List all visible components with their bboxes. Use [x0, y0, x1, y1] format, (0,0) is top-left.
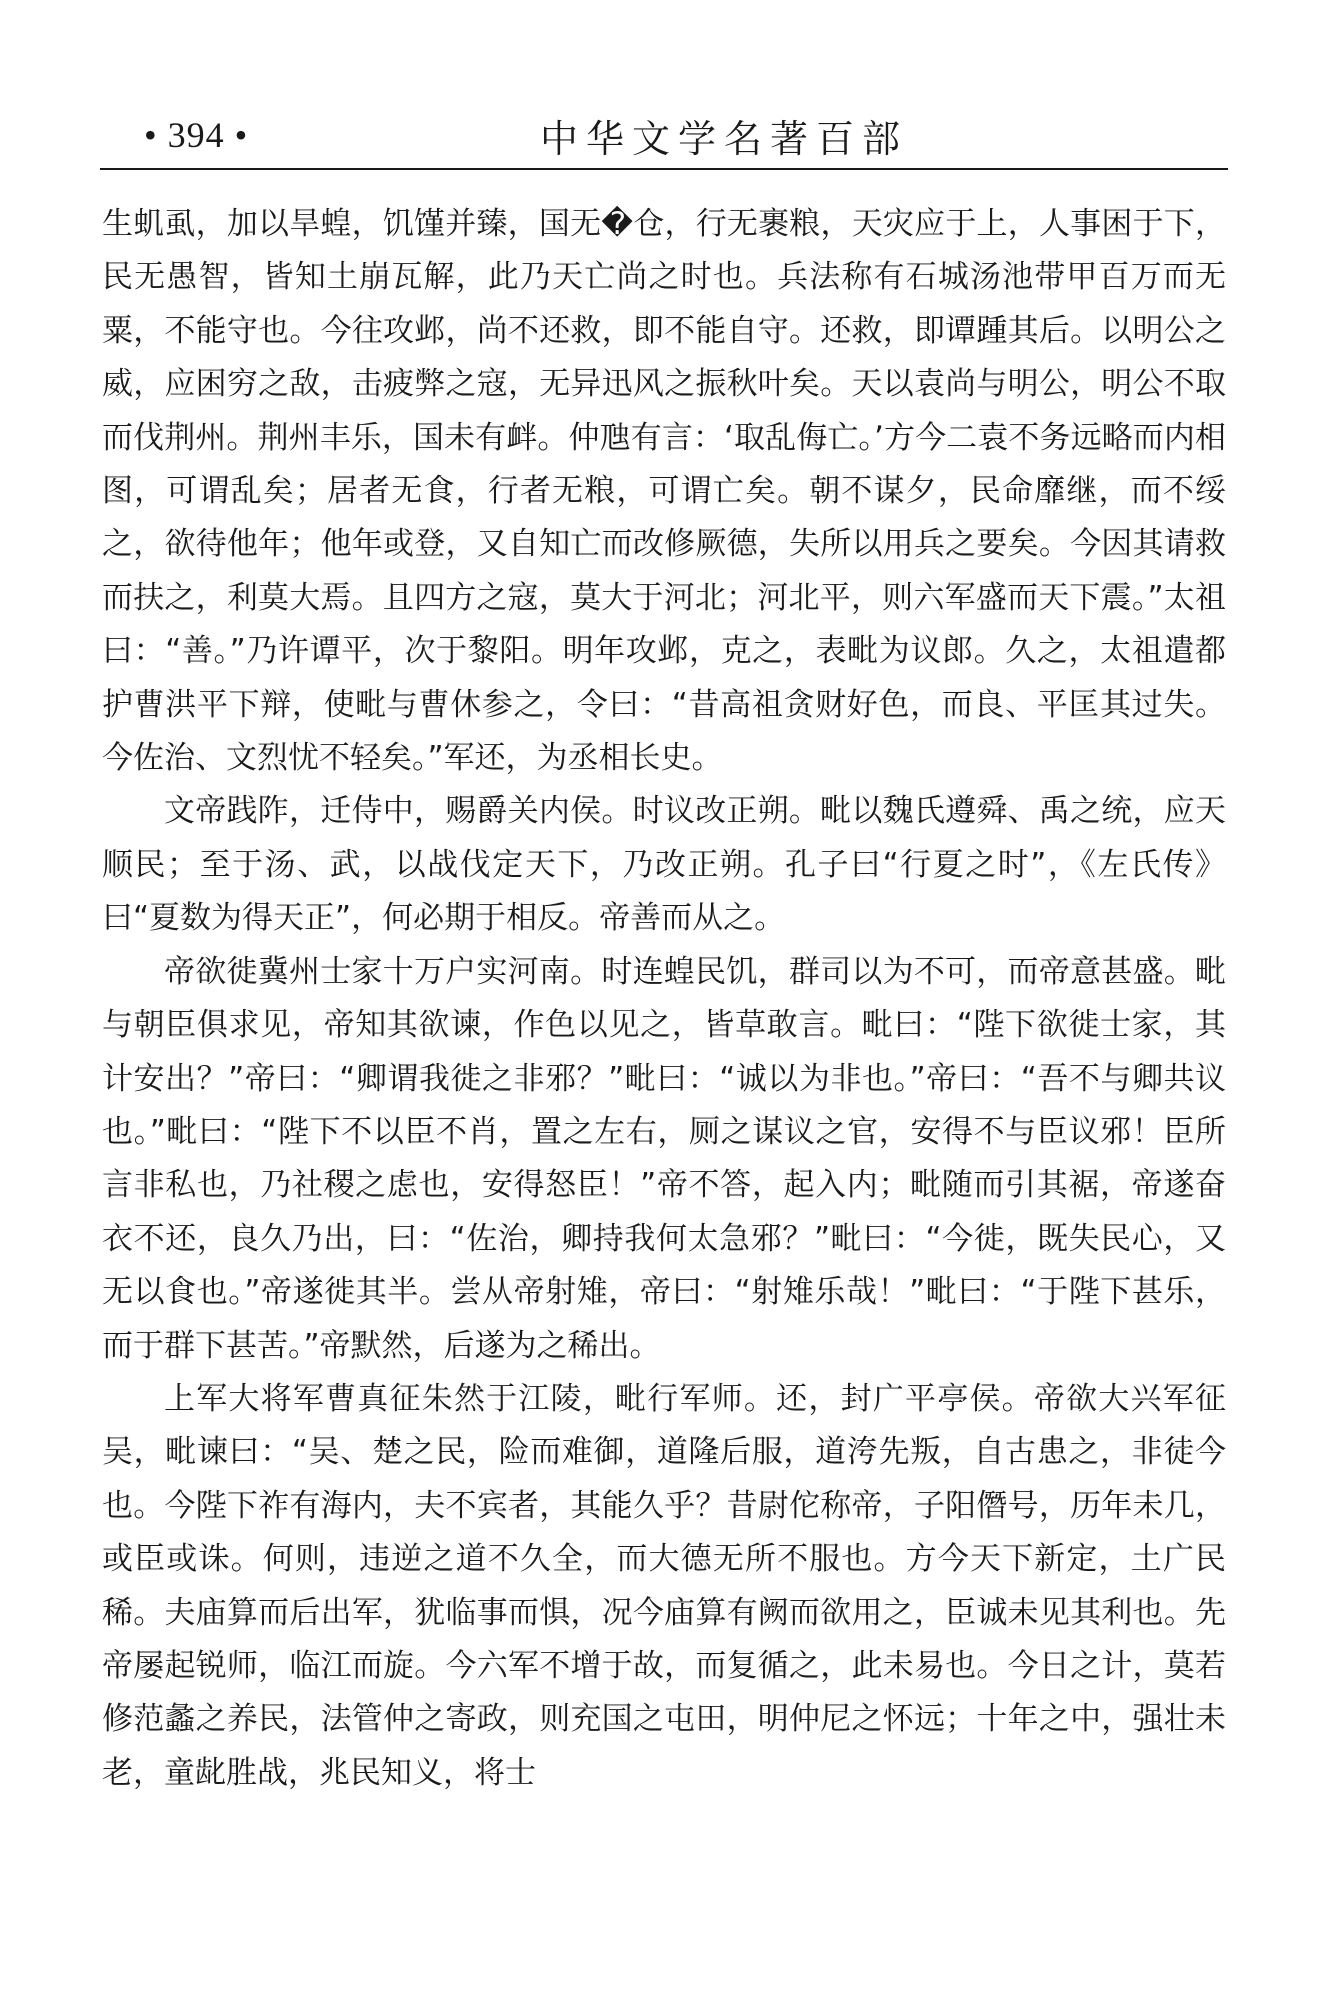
header-rule	[100, 168, 1228, 170]
book-title: 中华文学名著百部	[539, 117, 908, 161]
body-text	[102, 198, 1226, 1800]
paragraph: 文帝践阼，迁侍中，赐爵关内侯。时议改正朔。毗以魏氏遵舜、禹之统，应天顺民；至于汤、武，以战伐定天下，乃改正朔。孔子曰“行夏之时”，《左氏传》曰“夏数为得天正”，何必期于相反。帝善而从之。	[102, 793, 1226, 937]
running-header	[100, 108, 1228, 168]
paragraph: 上军大将军曹真征朱然于江陵，毗行军师。还，封广平亭侯。帝欲大兴军征吴，毗谏曰：“吴、楚之民，险而难御，道隆后服，道洿先叛，自古患之，非徒今也。今陛下祚有海内，夫不宾者，其能久乎？昔尉佗称帝，子阳僭号，历年未几，或臣或诛。何则，违逆之道不久全，而大德无所不服也。方今天下新定，土广民稀。夫庙算而后出军，犹临事而惧，况今庙算有阙而欲用之，臣诚未见其利也。先帝屡起锐师，临江而旋。今六军不增于故，而复循之，此未易也。今日之计，莫若修范蠡之养民，法管仲之寄政，则充国之屯田，明仲尼之怀远；十年之中，强壮未老，童龀胜战，兆民知义，将士	[102, 1380, 1226, 1791]
paragraph-continued: 生虮虱，加以旱蝗，饥馑并臻，国无�仓，行无裹粮，天灾应于上，人事困于下，民无愚智，皆知土崩瓦解，此乃天亡尚之时也。兵法称有石城汤池带甲百万而无粟，不能守也。今往攻邺，尚不还救，即不能自守。还救，即谭踵其后。以明公之威，应困穷之敌，击疲弊之寇，无异迅风之振秋叶矣。天以袁尚与明公，明公不取而伐荆州。荆州丰乐，国未有衅。仲虺有言：‘取乱侮亡。’方今二袁不务远略而内相图，可谓乱矣；居者无食，行者无粮，可谓亡矣。朝不谋夕，民命靡继，而不绥之，欲待他年；他年或登，又自知亡而改修厥德，失所以用兵之要矣。今因其请救而扶之，利莫大焉。且四方之寇，莫大于河北；河北平，则六军盛而天下震。”太祖曰：“善。”乃许谭平，次于黎阳。明年攻邺，克之，表毗为议郎。久之，太祖遣都护曹洪平下辩，使毗与曹休参之，令曰：“昔高祖贪财好色，而良、平匡其过失。今佐治、文烈忧不轻矣。”军还，为丞相长史。	[102, 206, 1226, 777]
paragraph: 帝欲徙冀州士家十万户实河南。时连蝗民饥，群司以为不可，而帝意甚盛。毗与朝臣俱求见，帝知其欲谏，作色以见之，皆草敢言。毗曰：“陛下欲徙士家，其计安出？”帝曰：“卿谓我徙之非邪？”毗曰：“诚以为非也。”帝曰：“吾不与卿共议也。”毗曰：“陛下不以臣不肖，置之左右，厕之谋议之官，安得不与臣议邪！臣所言非私也，乃社稷之虑也，安得怒臣！”帝不答，起入内；毗随而引其裾，帝遂奋衣不还，良久乃出，曰：“佐治，卿持我何太急邪？”毗曰：“今徙，既失民心，又无以食也。”帝遂徙其半。尝从帝射雉，帝曰：“射雉乐哉！”毗曰：“于陛下甚乐，而于群下甚苦。”帝默然，后遂为之稀出。	[102, 953, 1226, 1364]
page-number: • 394 •	[144, 115, 249, 155]
